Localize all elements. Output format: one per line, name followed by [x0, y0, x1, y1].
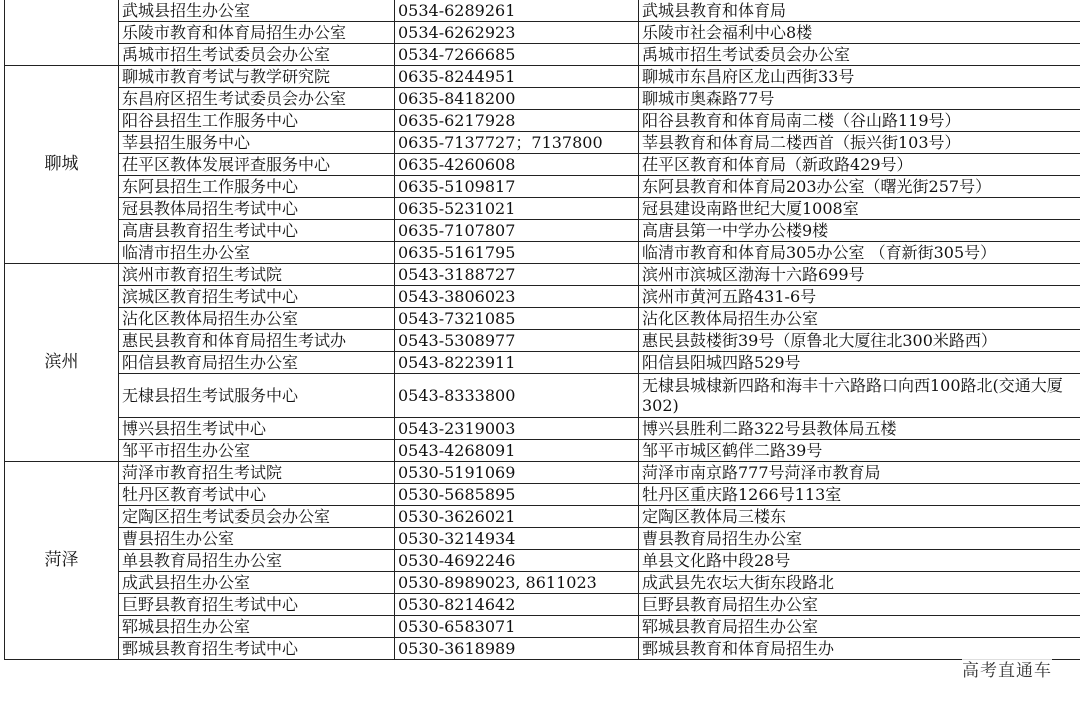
phone-cell: 0534-6262923	[395, 22, 639, 44]
phone-cell: 0543-3188727	[395, 264, 639, 286]
phone-cell: 0543-4268091	[395, 440, 639, 462]
office-name-cell: 高唐县教育招生考试中心	[119, 220, 395, 242]
address-cell: 定陶区教体局三楼东	[639, 506, 1080, 528]
table-row	[5, 330, 1080, 352]
office-name-cell: 菏泽市教育招生考试院	[119, 462, 395, 484]
address-cell: 牡丹区重庆路1266号113室	[639, 484, 1080, 506]
office-name-cell: 东昌府区招生考试委员会办公室	[119, 88, 395, 110]
table-row	[5, 638, 1080, 660]
table-row	[5, 154, 1080, 176]
table-row	[5, 242, 1080, 264]
office-name-cell: 茌平区教体发展评查服务中心	[119, 154, 395, 176]
phone-cell: 0530-8989023, 8611023	[395, 572, 639, 594]
table-row	[5, 594, 1080, 616]
office-name-cell: 单县教育局招生办公室	[119, 550, 395, 572]
address-cell: 无棣县城棣新四路和海丰十六路路口向西100路北(交通大厦302)	[639, 374, 1080, 418]
table-row	[5, 462, 1080, 484]
office-name-cell: 博兴县招生考试中心	[119, 418, 395, 440]
phone-cell: 0543-8333800	[395, 374, 639, 418]
office-name-cell: 牡丹区教育考试中心	[119, 484, 395, 506]
address-cell: 菏泽市南京路777号菏泽市教育局	[639, 462, 1080, 484]
address-cell: 武城县教育和体育局	[639, 0, 1080, 22]
phone-cell: 0635-8244951	[395, 66, 639, 88]
address-cell: 莘县教育和体育局二楼西首（振兴街103号）	[639, 132, 1080, 154]
phone-cell: 0530-8214642	[395, 594, 639, 616]
office-name-cell: 莘县招生服务中心	[119, 132, 395, 154]
address-cell: 鄄城县教育和体育局招生办	[639, 638, 1080, 660]
phone-cell: 0530-5191069	[395, 462, 639, 484]
phone-cell: 0534-6289261	[395, 0, 639, 22]
phone-cell: 0543-7321085	[395, 308, 639, 330]
office-name-cell: 阳信县教育局招生办公室	[119, 352, 395, 374]
address-cell: 滨州市黄河五路431-6号	[639, 286, 1080, 308]
phone-cell: 0530-3214934	[395, 528, 639, 550]
address-cell: 茌平区教育和体育局（新政路429号）	[639, 154, 1080, 176]
address-cell: 禹城市招生考试委员会办公室	[639, 44, 1080, 66]
phone-cell: 0635-7137727；7137800	[395, 132, 639, 154]
address-cell: 阳谷县教育和体育局南二楼（谷山路119号）	[639, 110, 1080, 132]
city-cell: 聊城	[5, 66, 119, 264]
table-row	[5, 308, 1080, 330]
phone-cell: 0530-3618989	[395, 638, 639, 660]
table-row	[5, 572, 1080, 594]
office-name-cell: 乐陵市教育和体育局招生办公室	[119, 22, 395, 44]
office-name-cell: 无棣县招生考试服务中心	[119, 374, 395, 418]
address-cell: 聊城市东昌府区龙山西街33号	[639, 66, 1080, 88]
office-name-cell: 沾化区教体局招生办公室	[119, 308, 395, 330]
address-cell: 成武县先农坛大街东段路北	[639, 572, 1080, 594]
table-body	[5, 0, 1080, 660]
office-name-cell: 滨州市教育招生考试院	[119, 264, 395, 286]
table-row	[5, 484, 1080, 506]
address-cell: 冠县建设南路世纪大厦1008室	[639, 198, 1080, 220]
office-name-cell: 武城县招生办公室	[119, 0, 395, 22]
office-name-cell: 阳谷县招生工作服务中心	[119, 110, 395, 132]
office-name-cell: 禹城市招生考试委员会办公室	[119, 44, 395, 66]
office-name-cell: 聊城市教育考试与教学研究院	[119, 66, 395, 88]
phone-cell: 0635-7107807	[395, 220, 639, 242]
phone-cell: 0530-6583071	[395, 616, 639, 638]
table-row	[5, 132, 1080, 154]
phone-cell: 0635-6217928	[395, 110, 639, 132]
address-cell: 滨州市滨城区渤海十六路699号	[639, 264, 1080, 286]
address-cell: 惠民县鼓楼街39号（原鲁北大厦往北300米路西）	[639, 330, 1080, 352]
office-name-cell: 临清市招生办公室	[119, 242, 395, 264]
address-cell: 临清市教育和体育局305办公室 （育新街305号）	[639, 242, 1080, 264]
address-cell: 邹平市城区鹤伴二路39号	[639, 440, 1080, 462]
table-row	[5, 22, 1080, 44]
address-cell: 沾化区教体局招生办公室	[639, 308, 1080, 330]
city-cell	[5, 0, 119, 66]
table-row	[5, 220, 1080, 242]
phone-cell: 0543-3806023	[395, 286, 639, 308]
phone-cell: 0530-4692246	[395, 550, 639, 572]
address-cell: 聊城市奥森路77号	[639, 88, 1080, 110]
phone-cell: 0530-3626021	[395, 506, 639, 528]
address-cell: 曹县教育局招生办公室	[639, 528, 1080, 550]
phone-cell: 0635-4260608	[395, 154, 639, 176]
office-name-cell: 邹平市招生办公室	[119, 440, 395, 462]
phone-cell: 0530-5685895	[395, 484, 639, 506]
address-cell: 郓城县教育局招生办公室	[639, 616, 1080, 638]
city-cell: 滨州	[5, 264, 119, 462]
address-cell: 单县文化路中段28号	[639, 550, 1080, 572]
office-name-cell: 郓城县招生办公室	[119, 616, 395, 638]
phone-cell: 0534-7266685	[395, 44, 639, 66]
table-row	[5, 44, 1080, 66]
address-cell: 乐陵市社会福利中心8楼	[639, 22, 1080, 44]
watermark-text: 高考直通车	[962, 656, 1052, 681]
table-row	[5, 110, 1080, 132]
address-cell: 巨野县教育局招生办公室	[639, 594, 1080, 616]
phone-cell: 0543-2319003	[395, 418, 639, 440]
table-row	[5, 88, 1080, 110]
table-row	[5, 374, 1080, 418]
office-name-cell: 冠县教体局招生考试中心	[119, 198, 395, 220]
office-name-cell: 成武县招生办公室	[119, 572, 395, 594]
table-row	[5, 264, 1080, 286]
table-row	[5, 440, 1080, 462]
table-row	[5, 198, 1080, 220]
office-name-cell: 曹县招生办公室	[119, 528, 395, 550]
table-row	[5, 616, 1080, 638]
phone-cell: 0543-8223911	[395, 352, 639, 374]
office-name-cell: 惠民县教育和体育局招生考试办	[119, 330, 395, 352]
table-row	[5, 66, 1080, 88]
office-name-cell: 鄄城县教育招生考试中心	[119, 638, 395, 660]
table-row	[5, 418, 1080, 440]
table-row	[5, 528, 1080, 550]
address-cell: 阳信县阳城四路529号	[639, 352, 1080, 374]
table-row	[5, 550, 1080, 572]
table-row	[5, 352, 1080, 374]
address-cell: 高唐县第一中学办公楼9楼	[639, 220, 1080, 242]
phone-cell: 0635-5109817	[395, 176, 639, 198]
office-name-cell: 定陶区招生考试委员会办公室	[119, 506, 395, 528]
office-name-cell: 巨野县教育招生考试中心	[119, 594, 395, 616]
office-name-cell: 滨城区教育招生考试中心	[119, 286, 395, 308]
office-name-cell: 东阿县招生工作服务中心	[119, 176, 395, 198]
phone-cell: 0635-5161795	[395, 242, 639, 264]
table-row	[5, 0, 1080, 22]
address-cell: 东阿县教育和体育局203办公室（曙光街257号）	[639, 176, 1080, 198]
table-row	[5, 176, 1080, 198]
phone-cell: 0635-5231021	[395, 198, 639, 220]
city-cell: 菏泽	[5, 462, 119, 660]
admissions-office-table	[4, 0, 1080, 660]
phone-cell: 0543-5308977	[395, 330, 639, 352]
table-row	[5, 506, 1080, 528]
phone-cell: 0635-8418200	[395, 88, 639, 110]
address-cell: 博兴县胜利二路322号县教体局五楼	[639, 418, 1080, 440]
table-row	[5, 286, 1080, 308]
